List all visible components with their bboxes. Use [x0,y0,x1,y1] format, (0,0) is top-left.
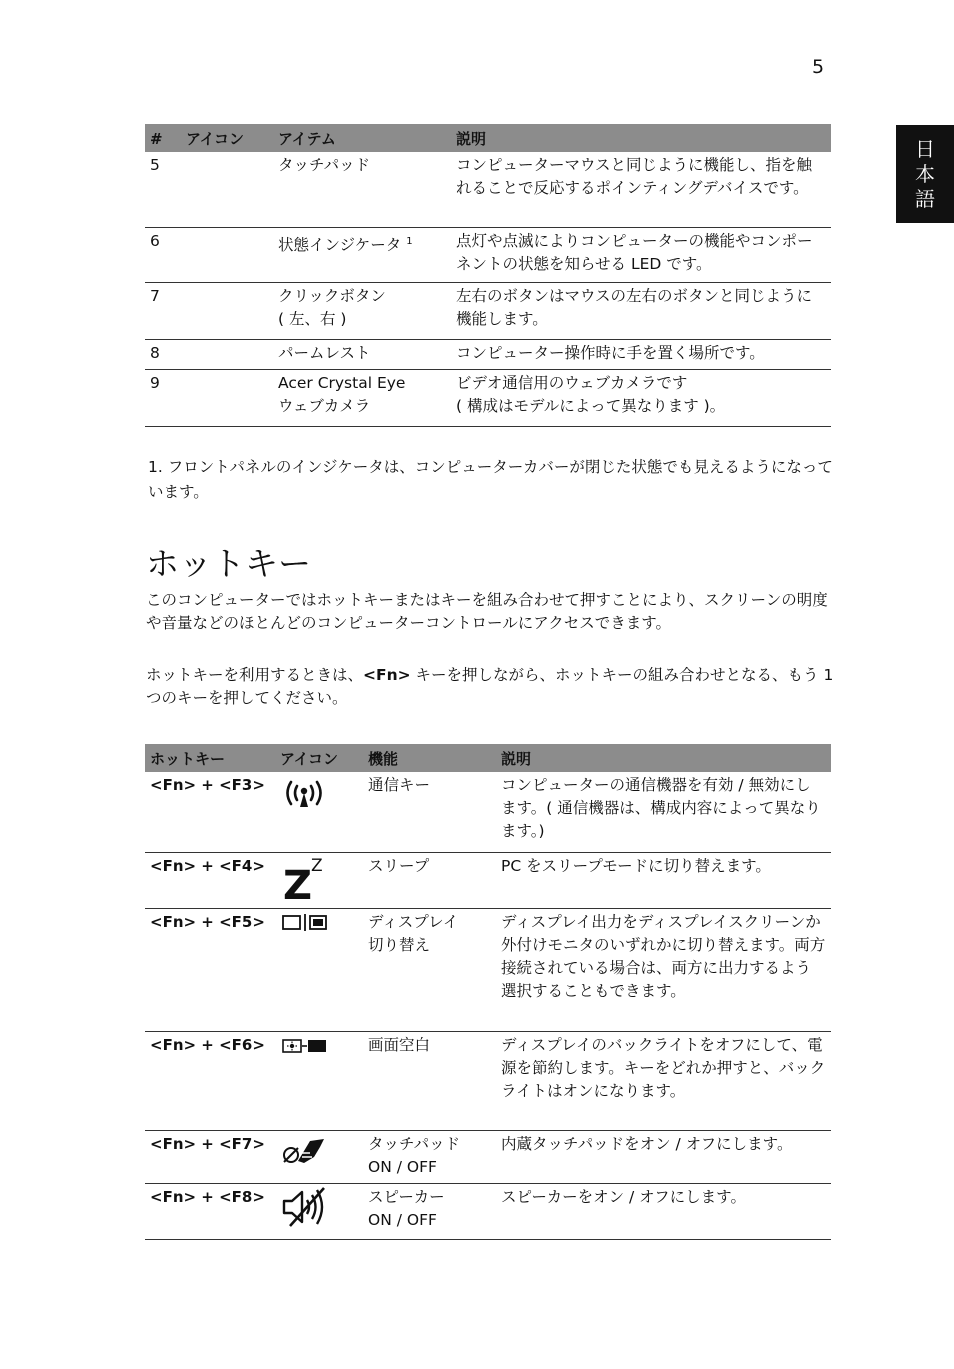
svg-text:Z: Z [283,862,313,903]
row-description: 点灯や点滅によりコンピューターの機能やコンポーネントの状態を知らせる LED です。 [451,227,831,282]
hotkey-combo: <Fn> + <F3> [145,772,275,852]
language-tab-char: 語 [915,186,935,211]
row-item-line: Acer Crystal Eye [278,373,406,392]
hotkey-function: スリープ [363,852,496,908]
row-number: 8 [145,339,181,369]
row-description: 左右のボタンはマウスの左右のボタンと同じように機能します。 [451,282,831,339]
hotkey-combo: <Fn> + <F5> [145,908,275,1031]
row-description-line: ビデオ通信用のウェブカメラです [456,373,688,392]
hotkey-function-line: ON / OFF [368,1210,437,1229]
footnote-mark: 1 [406,235,413,247]
row-item-line: ( 左、右 ) [278,309,347,328]
usage-paragraph [146,664,836,710]
row-description: コンピューターマウスと同じように機能し、指を触れることで反応するポインティングデバイスです。 [451,152,831,227]
page-number: 5 [812,56,825,78]
table-row [145,908,831,1031]
hotkey-function-line: タッチパッド [368,1134,461,1153]
row-item: パームレスト [273,339,451,369]
column-header: 説明 [496,744,831,772]
row-item [273,227,451,282]
row-icon-cell [181,339,273,369]
hotkey-function-line: 切り替え [368,935,431,954]
hotkey-description: PC をスリープモードに切り替えます。 [496,852,831,908]
items-table [145,124,831,427]
hotkey-combo: <Fn> + <F8> [145,1183,275,1239]
row-item [273,282,451,339]
intro-paragraph: このコンピューターではホットキーまたはキーを組み合わせて押すことにより、スクリーンの明度や音量などのほとんどのコンピューターコントロールにアクセスできます。 [146,591,828,632]
fn-key: <Fn> [363,666,411,684]
display-toggle-icon [275,908,363,1031]
hotkey-function [363,1183,496,1239]
usage-text: ホットキーを利用するときは、 [146,666,364,684]
table-row [145,339,831,369]
hotkey-combo: <Fn> + <F4> [145,852,275,908]
table-row [145,772,831,852]
row-icon-cell [181,227,273,282]
row-number: 5 [145,152,181,227]
row-icon-cell [181,152,273,227]
table-header-row [145,124,831,152]
hotkey-combo: <Fn> + <F6> [145,1031,275,1130]
column-header: アイコン [181,124,273,152]
row-item [273,369,451,426]
section-title: ホットキー [146,544,311,583]
column-header: アイコン [275,744,363,772]
hotkey-description: コンピューターの通信機器を有効 / 無効にします。( 通信機器は、構成内容によって異なります。) [496,772,831,852]
usage-text: キーを押しながら、ホットキーの組み合わせとなる、もう 1 つのキーを押してください。 [146,666,834,707]
wireless-icon [275,772,363,852]
row-icon-cell [181,369,273,426]
svg-text:Z: Z [311,855,323,876]
table-row [145,1130,831,1183]
row-description [451,369,831,426]
hotkey-description: ディスプレイ出力をディスプレイスクリーンか外付けモニタのいずれかに切り替えます。両方接続されている場合は、両方に出力するよう選択することもできます。 [496,908,831,1031]
hotkey-combo: <Fn> + <F7> [145,1130,275,1183]
table-row [145,852,831,908]
row-number: 9 [145,369,181,426]
hotkey-function-line: ディスプレイ [368,912,459,931]
row-number: 7 [145,282,181,339]
row-item-text: 状態インジケータ [278,235,402,254]
table-row [145,1183,831,1239]
hotkey-function-line: ON / OFF [368,1157,437,1176]
row-item-line: ウェブカメラ [278,396,371,415]
hotkey-function: 画面空白 [363,1031,496,1130]
table-row [145,227,831,282]
touchpad-toggle-icon [275,1130,363,1183]
column-header: アイテム [273,124,451,152]
row-item: タッチパッド [273,152,451,227]
language-tab-char: 日 [915,136,935,161]
footnote: 1. フロントパネルのインジケータは、コンピューターカバーが閉じた状態でも見えるようになっています。 [148,458,833,501]
hotkey-description: ディスプレイのバックライトをオフにして、電源を節約します。キーをどれか押すと、バックライトはオンになります。 [496,1031,831,1130]
hotkey-function [363,908,496,1031]
table-header-row [145,744,831,772]
column-header: 説明 [451,124,831,152]
column-header: # [145,124,181,152]
row-item-line: クリックボタン [278,286,386,305]
table-row [145,369,831,426]
hotkey-function: 通信キー [363,772,496,852]
language-tab [896,125,954,223]
row-number: 6 [145,227,181,282]
hotkey-function-line: スピーカー [368,1187,445,1206]
hotkeys-table [145,744,831,1240]
hotkey-function [363,1130,496,1183]
table-row [145,152,831,227]
screen-blank-icon [275,1031,363,1130]
column-header: ホットキー [145,744,275,772]
speaker-toggle-icon [275,1183,363,1239]
hotkey-description: 内蔵タッチパッドをオン / オフにします。 [496,1130,831,1183]
language-tab-char: 本 [915,161,935,186]
table-row [145,282,831,339]
row-icon-cell [181,282,273,339]
hotkey-description: スピーカーをオン / オフにします。 [496,1183,831,1239]
sleep-icon [275,852,363,908]
column-header: 機能 [363,744,496,772]
row-description: コンピューター操作時に手を置く場所です。 [451,339,831,369]
row-description-line: ( 構成はモデルによって異なります )。 [456,396,726,415]
table-row [145,1031,831,1130]
